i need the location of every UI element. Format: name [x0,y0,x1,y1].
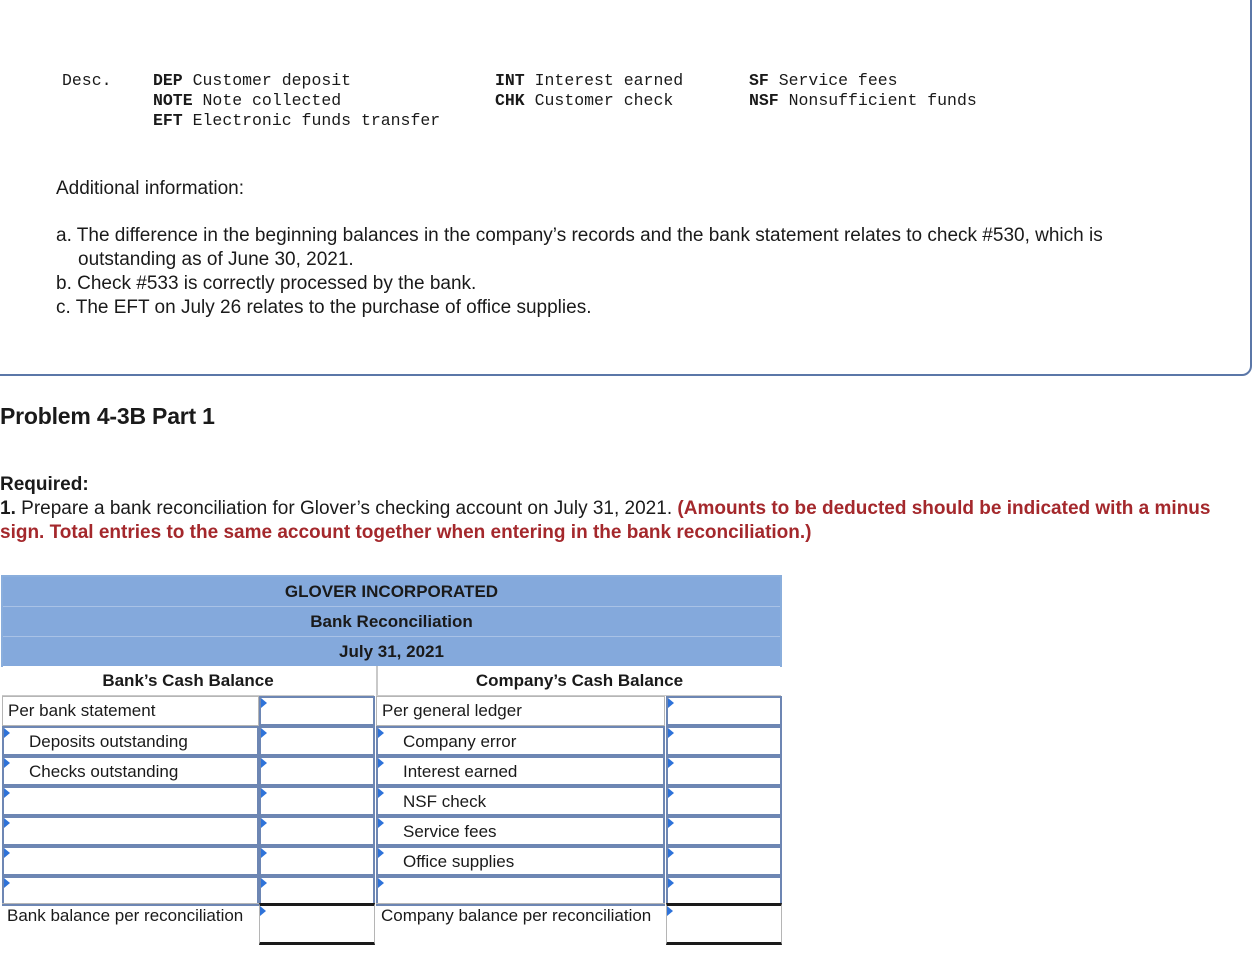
legend-label: Desc. [62,71,112,90]
bank-row-label[interactable] [2,786,259,816]
legend-column-2 [495,71,683,111]
input-marker-icon [668,818,674,828]
input-marker-icon [261,818,267,828]
additional-info-item: c. The EFT on July 26 relates to the purchase of office supplies. [56,297,592,318]
bank-total-label: Bank balance per reconciliation [2,903,259,945]
company-row-label[interactable]: NSF check [376,786,665,816]
additional-info-item: b. Check #533 is correctly processed by the bank. [56,273,477,294]
input-marker-icon [668,878,674,888]
bank-amount-input[interactable] [259,696,375,726]
company-row-label[interactable]: Service fees [376,816,665,846]
legend-column-3 [749,71,977,111]
dropdown-marker-icon [378,728,384,738]
company-amount-input[interactable] [666,726,782,756]
bank-amount-input[interactable] [259,756,375,786]
input-marker-icon [668,758,674,768]
input-marker-icon [668,848,674,858]
dropdown-marker-icon [4,788,10,798]
company-name-header: GLOVER INCORPORATED [2,576,781,606]
company-amount-input[interactable] [666,786,782,816]
input-marker-icon [668,698,674,708]
legend-column-1 [153,71,440,131]
dropdown-marker-icon [378,848,384,858]
input-marker-icon [668,728,674,738]
input-marker-icon [261,698,267,708]
input-marker-icon [261,758,267,768]
legend-entry: NSF Nonsufficient funds [749,91,977,110]
dropdown-marker-icon [4,728,10,738]
company-amount-input[interactable] [666,696,782,726]
legend-entry: EFT Electronic funds transfer [153,111,441,130]
company-cash-balance-header: Company’s Cash Balance [376,666,781,696]
statement-date-header: July 31, 2021 [2,636,781,666]
company-amount-input[interactable] [666,846,782,876]
legend-entry: NOTE Note collected [153,91,342,110]
dropdown-marker-icon [4,818,10,828]
company-total-label: Company balance per reconciliation [376,903,665,945]
bank-cash-balance-header: Bank’s Cash Balance [2,666,374,696]
company-row-label[interactable]: Interest earned [376,756,665,786]
requirement-instruction: (Amounts to be deducted should be indicated with a minus sign. Total entries to the same account together when entering in the bank reconciliation.) [0,498,1211,543]
company-row-label[interactable] [376,876,665,906]
requirement-number: 1. [0,498,16,519]
company-row-label: Per general ledger [376,696,665,726]
required-label: Required: [0,474,89,495]
legend-entry: SF Service fees [749,71,898,90]
bank-amount-input[interactable] [259,816,375,846]
bank-amount-input[interactable] [259,876,375,906]
statement-title-header: Bank Reconciliation [2,606,781,636]
bank-amount-input[interactable] [259,726,375,756]
bank-reconciliation-table [0,575,782,947]
dropdown-marker-icon [378,818,384,828]
dropdown-marker-icon [4,758,10,768]
legend-entry: DEP Customer deposit [153,71,352,90]
dropdown-marker-icon [4,848,10,858]
company-total-input[interactable] [666,903,782,945]
bank-row-label: Per bank statement [2,696,259,726]
required-instructions [0,473,1250,545]
additional-info-item: a. The difference in the beginning balances in the company’s records and the bank statement relates to check #530, which is outstanding as of June 30, 2021. [56,225,1103,270]
bank-amount-input[interactable] [259,846,375,876]
bank-amount-input[interactable] [259,786,375,816]
company-amount-input[interactable] [666,876,782,906]
input-marker-icon [261,848,267,858]
company-amount-input[interactable] [666,756,782,786]
company-amount-input[interactable] [666,816,782,846]
bank-row-label[interactable] [2,876,259,906]
dropdown-marker-icon [378,758,384,768]
company-row-label[interactable]: Office supplies [376,846,665,876]
problem-title: Problem 4-3B Part 1 [0,403,215,429]
bank-row-label[interactable] [2,846,259,876]
input-marker-icon [261,728,267,738]
input-marker-icon [668,788,674,798]
bank-total-input[interactable] [259,903,375,945]
bank-row-label[interactable]: Deposits outstanding [2,726,259,756]
additional-info-list [56,224,1176,320]
dropdown-marker-icon [4,878,10,888]
company-row-label[interactable]: Company error [376,726,665,756]
requirement-text: Prepare a bank reconciliation for Glover’s checking account on July 31, 2021. [21,498,673,519]
input-marker-icon [261,788,267,798]
dropdown-marker-icon [378,788,384,798]
dropdown-marker-icon [378,878,384,888]
bank-row-label[interactable]: Checks outstanding [2,756,259,786]
input-marker-icon [261,878,267,888]
legend-entry: CHK Customer check [495,91,674,110]
additional-info-title: Additional information: [56,178,244,199]
bank-row-label[interactable] [2,816,259,846]
legend-entry: INT Interest earned [495,71,684,90]
